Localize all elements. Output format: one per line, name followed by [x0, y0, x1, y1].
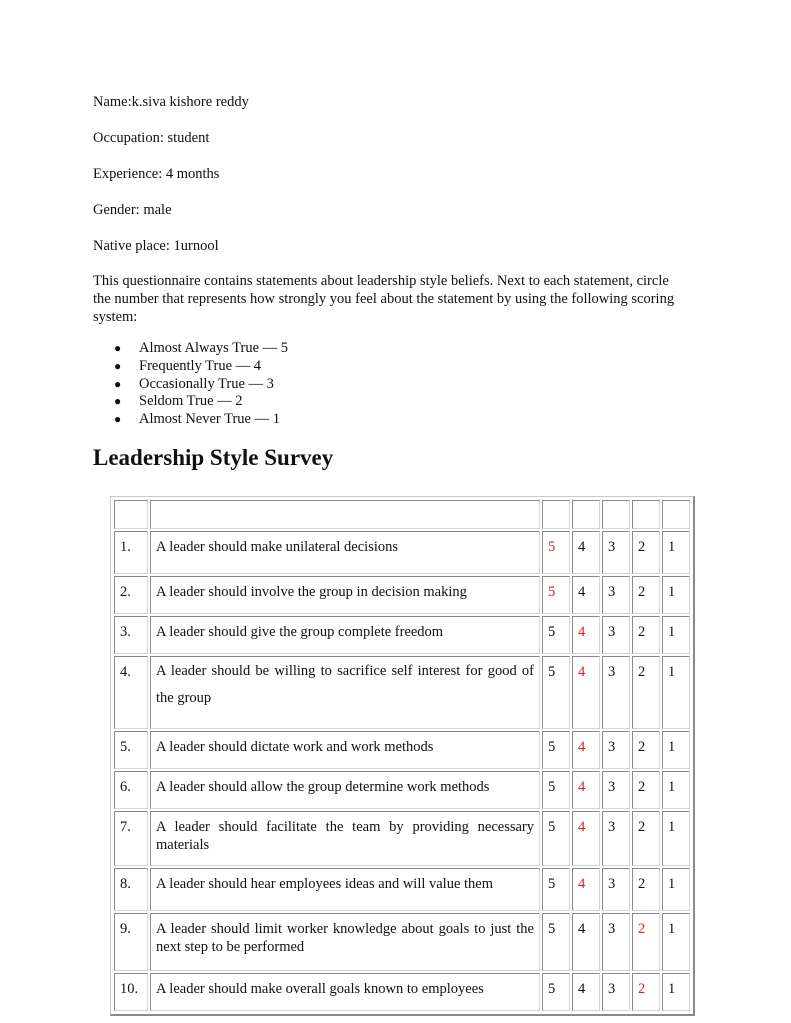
survey-table [112, 498, 692, 1013]
row-number: 10. [114, 973, 148, 1011]
score-cell[interactable]: 5 [542, 656, 570, 729]
score-cell[interactable]: 2 [632, 771, 660, 809]
score-cell[interactable]: 1 [662, 913, 690, 971]
score-cell[interactable]: 4 [572, 973, 600, 1011]
score-cell[interactable]: 5 [542, 913, 570, 971]
selected-score-cell[interactable]: 4 [572, 656, 600, 729]
name-line: Name:k.siva kishore reddy [93, 94, 249, 110]
occupation-line: Occupation: student [93, 130, 210, 146]
statement-cell: A leader should involve the group in decision making [150, 576, 540, 614]
table-row [114, 531, 690, 574]
selected-score-cell[interactable]: 2 [632, 973, 660, 1011]
document-page [93, 92, 693, 473]
table-row [114, 973, 690, 1011]
intro-paragraph: This questionnaire contains statements about leadership style beliefs. Next to each statement, circle the number that represents how strongly you feel about the statement by using the following scoring system: [93, 273, 675, 325]
statement-cell: A leader should be willing to sacrifice self interest for good of the group [150, 656, 540, 729]
score-cell[interactable]: 2 [632, 656, 660, 729]
score-cell[interactable]: 3 [602, 731, 630, 769]
header-cell [572, 500, 600, 529]
survey-table-frame [110, 496, 695, 1016]
score-cell[interactable]: 3 [602, 531, 630, 574]
selected-score-cell[interactable]: 4 [572, 771, 600, 809]
header-cell [662, 500, 690, 529]
statement-cell: A leader should allow the group determine work methods [150, 771, 540, 809]
statement-cell: A leader should make overall goals known to employees [150, 973, 540, 1011]
row-number: 9. [114, 913, 148, 971]
bullet-icon: ● [114, 358, 122, 373]
table-row [114, 868, 690, 911]
score-cell[interactable]: 2 [632, 868, 660, 911]
statement-cell: A leader should dictate work and work methods [150, 731, 540, 769]
score-cell[interactable]: 3 [602, 771, 630, 809]
score-cell[interactable]: 2 [632, 576, 660, 614]
selected-score-cell[interactable]: 5 [542, 531, 570, 574]
score-cell[interactable]: 1 [662, 576, 690, 614]
table-row [114, 731, 690, 769]
table-row [114, 576, 690, 614]
scale-item: ● Occasionally True — 3 [114, 375, 274, 392]
selected-score-cell[interactable]: 2 [632, 913, 660, 971]
score-cell[interactable]: 4 [572, 913, 600, 971]
table-header-row [114, 500, 690, 529]
header-cell [632, 500, 660, 529]
row-number: 2. [114, 576, 148, 614]
selected-score-cell[interactable]: 4 [572, 616, 600, 654]
scale-item: ● Seldom True — 2 [114, 393, 243, 410]
score-cell[interactable]: 3 [602, 656, 630, 729]
score-cell[interactable]: 5 [542, 771, 570, 809]
score-cell[interactable]: 1 [662, 868, 690, 911]
score-cell[interactable]: 1 [662, 531, 690, 574]
native-place-line: Native place: 1urnool [93, 238, 219, 254]
table-row [114, 771, 690, 809]
table-row [114, 913, 690, 971]
score-cell[interactable]: 3 [602, 811, 630, 866]
score-cell[interactable]: 2 [632, 811, 660, 866]
bullet-icon: ● [114, 394, 122, 409]
score-cell[interactable]: 1 [662, 656, 690, 729]
score-cell[interactable]: 1 [662, 811, 690, 866]
bullet-icon: ● [114, 341, 122, 355]
statement-cell: A leader should hear employees ideas and will value them [150, 868, 540, 911]
score-cell[interactable]: 5 [542, 616, 570, 654]
score-cell[interactable]: 2 [632, 616, 660, 654]
selected-score-cell[interactable]: 4 [572, 811, 600, 866]
row-number: 3. [114, 616, 148, 654]
header-cell [150, 500, 540, 529]
score-cell[interactable]: 3 [602, 576, 630, 614]
score-cell[interactable]: 3 [602, 913, 630, 971]
statement-cell: A leader should facilitate the team by providing necessary materials [150, 811, 540, 866]
row-number: 5. [114, 731, 148, 769]
score-cell[interactable]: 5 [542, 868, 570, 911]
row-number: 1. [114, 531, 148, 574]
header-cell [114, 500, 148, 529]
score-cell[interactable]: 1 [662, 771, 690, 809]
score-cell[interactable]: 3 [602, 616, 630, 654]
scale-item: ● Frequently True — 4 [114, 357, 262, 374]
selected-score-cell[interactable]: 4 [572, 868, 600, 911]
score-cell[interactable]: 4 [572, 531, 600, 574]
scale-item: ● Almost Always True — 5 [114, 340, 289, 356]
header-cell [602, 500, 630, 529]
table-row [114, 811, 690, 866]
score-cell[interactable]: 5 [542, 811, 570, 866]
bullet-icon: ● [114, 376, 122, 391]
score-cell[interactable]: 5 [542, 973, 570, 1011]
score-cell[interactable]: 2 [632, 531, 660, 574]
survey-title: Leadership Style Survey [93, 444, 334, 470]
score-cell[interactable]: 4 [572, 576, 600, 614]
bullet-icon: ● [114, 412, 122, 427]
row-number: 4. [114, 656, 148, 729]
header-cell [542, 500, 570, 529]
scoring-scale-list [93, 340, 693, 429]
row-number: 6. [114, 771, 148, 809]
table-row [114, 656, 690, 729]
statement-cell: A leader should give the group complete freedom [150, 616, 540, 654]
score-cell[interactable]: 1 [662, 731, 690, 769]
gender-line: Gender: male [93, 202, 172, 218]
row-number: 8. [114, 868, 148, 911]
score-cell[interactable]: 1 [662, 973, 690, 1011]
row-number: 7. [114, 811, 148, 866]
score-cell[interactable]: 1 [662, 616, 690, 654]
score-cell[interactable]: 2 [632, 731, 660, 769]
selected-score-cell[interactable]: 5 [542, 576, 570, 614]
experience-line: Experience: 4 months [93, 166, 220, 182]
selected-score-cell[interactable]: 4 [572, 731, 600, 769]
score-cell[interactable]: 3 [602, 973, 630, 1011]
statement-cell: A leader should make unilateral decisions [150, 531, 540, 574]
score-cell[interactable]: 5 [542, 731, 570, 769]
table-row [114, 616, 690, 654]
statement-cell: A leader should limit worker knowledge about goals to just the next step to be performed [150, 913, 540, 971]
scale-item: ● Almost Never True — 1 [114, 411, 280, 428]
score-cell[interactable]: 3 [602, 868, 630, 911]
